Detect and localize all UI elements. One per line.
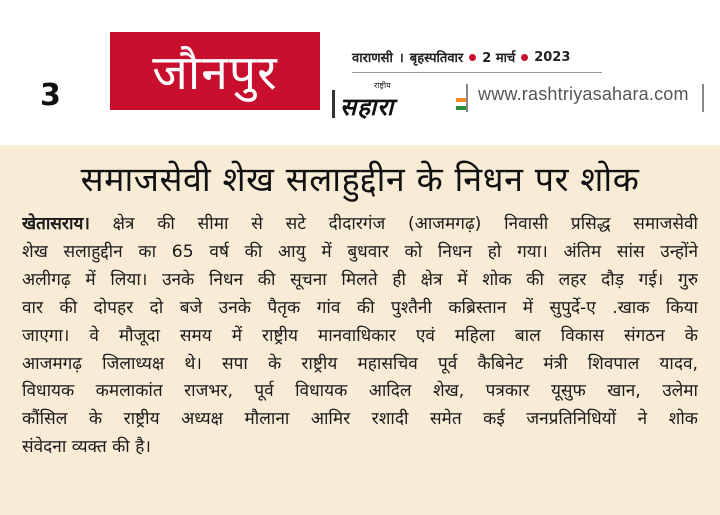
bullet-icon [469, 54, 476, 61]
edition-year: 2023 [534, 49, 571, 65]
article-dateline: खेतासराय। [22, 214, 90, 234]
city-edition-title: जौनपुर [110, 32, 320, 110]
article-line: अलीगढ़ में लिया। उनके निधन की सूचना मिलते ही क्षेत्र में शोक की लहर दौड़ गई। गुरु [22, 269, 698, 290]
logo-name: सहारा [340, 93, 395, 121]
article-line: वार की दोपहर दो बजे उनके पैतृक गांव की पुश्तैनी कब्रिस्तान में सुपुर्दे-ए .खाक किया [22, 297, 698, 318]
logo-subtitle: राष्ट्रीय [374, 81, 391, 90]
logo-bar [332, 90, 335, 118]
newspaper-logo [332, 80, 462, 120]
article-line-text: क्षेत्र की सीमा से सटे दीदारगंज (आजमगढ़) निवासी प्रसिद्ध समाजसेवी [89, 214, 698, 234]
article-line [22, 211, 698, 239]
news-article [0, 145, 720, 515]
article-line: संवेदना व्यक्त की है। [22, 437, 151, 458]
edition-day: बृहस्पतिवार [409, 51, 464, 66]
article-line: विधायक कमलाकांत राजभर, पूर्व विधायक आदिल शेख, पत्रकार यूसुफ खान, उलेमा [22, 381, 698, 402]
flag-icon [456, 98, 466, 112]
divider [466, 84, 468, 112]
article-line: कौंसिल के राष्ट्रीय अध्यक्ष मौलाना आमिर रशादी समेत कई जनप्रतिनिधियों ने शोक [22, 409, 698, 430]
article-body [22, 211, 698, 462]
edition-place: वाराणसी [352, 51, 393, 66]
masthead-rule [352, 72, 602, 73]
divider [702, 84, 704, 112]
article-headline: समाजसेवी शेख सलाहुद्दीन के निधन पर शोक [80, 160, 640, 200]
bullet-icon [521, 54, 528, 61]
dateline-separator: । [398, 51, 404, 66]
article-line: जाएगा। वे मौजूदा समय में राष्ट्रीय मानवाधिकार एवं महिला बाल विकास संगठन के [22, 325, 698, 346]
edition-dateline [352, 48, 570, 66]
page-number: 3 [40, 78, 61, 113]
website-url: www.rashtriyasahara.com [478, 84, 689, 104]
masthead [0, 0, 720, 145]
article-line: आजमगढ़ जिलाध्यक्ष थे। सपा के राष्ट्रीय महासचिव पूर्व कैबिनेट मंत्री शिवपाल यादव, [22, 353, 698, 374]
article-line: शेख सलाहुद्दीन का 65 वर्ष की आयु में बुधवार को निधन हो गया। अंतिम सांस उन्होंने [22, 241, 698, 262]
edition-date: 2 मार्च [482, 51, 516, 66]
